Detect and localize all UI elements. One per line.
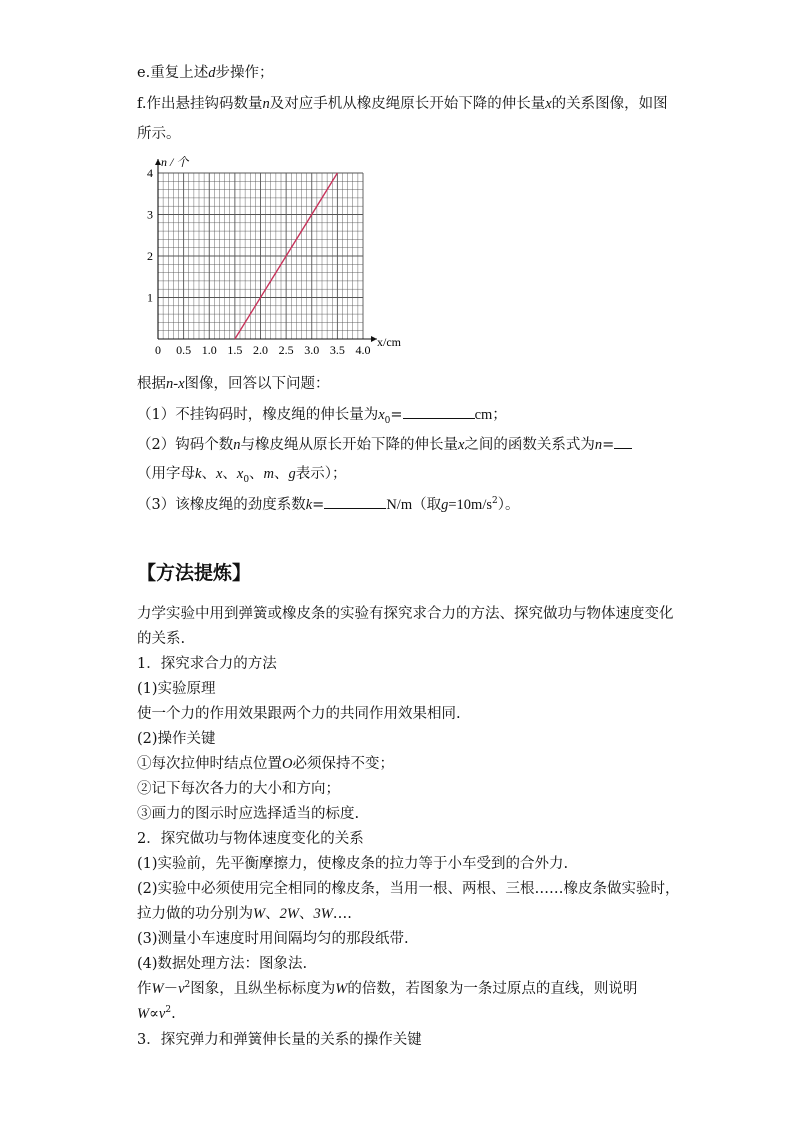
q2b-sep-3: 、 (249, 466, 264, 482)
heading-1a: (1)实验原理 (137, 681, 216, 697)
detail-6 (137, 1004, 176, 1024)
q2b-sep-2: 、 (222, 466, 237, 482)
q2-text-2: 与橡皮绳从原长开始下降的伸长量 (240, 437, 458, 453)
section-title: 【方法提炼】 (137, 562, 252, 584)
chart-axes (155, 159, 377, 342)
x-tick-label: 2.5 (278, 343, 294, 357)
step-f-text-2: 及对应手机从橡皮绳原长开始下降的伸长量 (269, 96, 546, 112)
x-tick-label: 1.5 (227, 343, 243, 357)
x-tick-label: 0 (155, 343, 161, 357)
step-e (137, 63, 273, 83)
q2b-sep-1: 、 (201, 466, 216, 482)
q3-text-1: （3）该橡皮绳的劲度系数 (137, 497, 306, 513)
detail-5-minus: － (163, 981, 179, 997)
q2-var-n: n (233, 437, 241, 453)
detail-6-w: W (137, 1006, 150, 1022)
q1-unit: cm； (474, 407, 507, 423)
detail-2b-w2: 2W (279, 906, 299, 922)
question-2 (137, 434, 632, 455)
detail-2b-text: 拉力做的功分别为 (137, 906, 253, 922)
x-axis-label: x/cm (377, 335, 401, 349)
q1-text: （1）不挂钩码时，橡皮绳的伸长量为 (137, 407, 379, 423)
detail-5 (137, 979, 637, 999)
question-2-note (137, 464, 347, 484)
x-tick-label: 4.0 (355, 343, 371, 357)
q2b-x0-sub: 0 (243, 474, 250, 485)
q3-answer-blank[interactable] (324, 494, 386, 509)
detail-3: (3)测量小车速度时用间隔均匀的那段纸带. (137, 931, 409, 947)
q3-text-3: =10m/s (448, 497, 492, 513)
detail-5-v: v (178, 981, 185, 997)
q2-text-3: 之间的函数关系式为 (464, 437, 595, 453)
key-point-1-text-2: 必须保持不变； (292, 756, 394, 772)
step-f-var-x: x (545, 96, 552, 112)
detail-2b (137, 904, 352, 924)
y-axis-label: n / 个 (161, 155, 189, 169)
step-e-suffix: 步操作； (215, 65, 274, 81)
q2-eq: = (602, 437, 615, 453)
detail-6-v: v (158, 1006, 166, 1022)
detail-5-text-3: 的倍数，若图象为一条过原点的直线，则说明 (347, 981, 638, 997)
n-x-chart (137, 152, 417, 362)
detail-5-w2: W (335, 981, 348, 997)
q1-sub: 0 (384, 415, 391, 426)
detail-2b-w3: 3W (313, 906, 333, 922)
detail-5-w: W (151, 981, 164, 997)
key-point-1-text-1: ①每次拉伸时结点位置 (137, 756, 282, 772)
q2b-text-1: （用字母 (137, 466, 195, 482)
x-tick-label: 1.0 (201, 343, 217, 357)
q2-text-1: （2）钩码个数 (137, 437, 234, 453)
detail-2b-sep-2: 、 (298, 906, 314, 922)
intro-text-1: 根据 (137, 376, 166, 392)
detail-5-text-1: 作 (137, 981, 152, 997)
step-f-line-2: 所示。 (137, 126, 181, 142)
key-point-1 (137, 754, 394, 774)
key-point-1-var: O (282, 756, 293, 772)
y-tick-label: 3 (147, 207, 153, 222)
q1-var: x (378, 407, 385, 423)
step-f-text-3: 的关系图像，如图 (551, 96, 668, 112)
heading-1b: (2)操作关键 (137, 731, 216, 747)
detail-2: (2)实验中必须使用完全相同的橡皮条，当用一根、两根、三根……橡皮条做实验时， (137, 881, 680, 897)
detail-1: (1)实验前，先平衡摩擦力，使橡皮条的拉力等于小车受到的合外力. (137, 856, 569, 872)
q1-answer-blank[interactable] (403, 404, 475, 419)
q2b-m: m (263, 466, 275, 482)
q3-sup: 2 (492, 496, 498, 507)
heading-3: 3．探究弹力和弹簧伸长量的关系的操作关键 (137, 1032, 422, 1048)
heading-2: 2．探究做功与物体速度变化的关系 (137, 831, 364, 847)
detail-4: (4)数据处理方法：图象法. (137, 956, 308, 972)
q2b-g: g (288, 466, 296, 482)
question-intro (137, 374, 330, 394)
x-tick-label: 2.0 (253, 343, 268, 357)
step-f (137, 94, 668, 114)
detail-6-period: . (171, 1006, 176, 1022)
q3-text-2: N/m（取 (386, 497, 442, 513)
q2b-text-2: 表示）； (295, 466, 347, 482)
detail-6-sup: 2 (165, 1005, 172, 1016)
q2-answer-blank[interactable] (614, 434, 632, 449)
y-tick-label: 1 (147, 290, 153, 305)
detail-6-prop: ∝ (149, 1006, 159, 1022)
detail-2b-w1: W (253, 906, 266, 922)
step-f-var-n: n (262, 96, 270, 112)
key-point-2: ②记下每次各力的大小和方向； (137, 781, 340, 797)
q3-eq: = (312, 497, 325, 513)
detail-5-sup: 2 (184, 980, 191, 991)
step-e-var: d (208, 65, 216, 81)
q2b-x: x (215, 466, 223, 482)
detail-2b-ellipsis: …. (332, 906, 352, 922)
y-tick-label: 2 (147, 249, 153, 263)
intro-term: n-x (166, 376, 185, 392)
key-point-3: ③画力的图示时应选择适当的标度. (137, 806, 360, 822)
question-1 (137, 404, 507, 425)
q3-text-4: ）。 (497, 497, 520, 513)
y-tick-label: 4 (147, 166, 153, 180)
chart-grid (158, 173, 363, 339)
q3-var-g: g (441, 497, 449, 513)
q2-var-x: x (457, 437, 465, 453)
heading-1a-text: 使一个力的作用效果跟两个力的共同作用效果相同. (137, 706, 461, 722)
section-intro-1: 力学实验中用到弹簧或橡皮条的实验有探究求合力的方法、探究做功与物体速度变化 (137, 606, 674, 622)
step-e-prefix: e.重复上述 (137, 65, 209, 81)
q2b-sep-4: 、 (274, 466, 289, 482)
detail-2b-sep-1: 、 (265, 906, 280, 922)
step-f-text-1: f.作出悬挂钩码数量 (137, 96, 263, 112)
intro-text-2: 图像，回答以下问题： (184, 376, 330, 392)
q2-var-n2: n (594, 437, 603, 453)
section-intro-2: 的关系. (137, 631, 186, 647)
x-tick-label: 3.0 (304, 343, 320, 357)
q3-var-k: k (305, 497, 313, 513)
q2b-k: k (195, 466, 202, 482)
x-tick-label: 3.5 (329, 343, 345, 357)
x-tick-label: 0.5 (176, 343, 192, 357)
detail-5-text-2: 图象，且纵坐标标度为 (190, 981, 336, 997)
q2b-x0: x (236, 466, 244, 482)
heading-1: 1．探究求合力的方法 (137, 656, 277, 672)
question-3 (137, 494, 519, 515)
q1-eq: = (390, 407, 403, 423)
